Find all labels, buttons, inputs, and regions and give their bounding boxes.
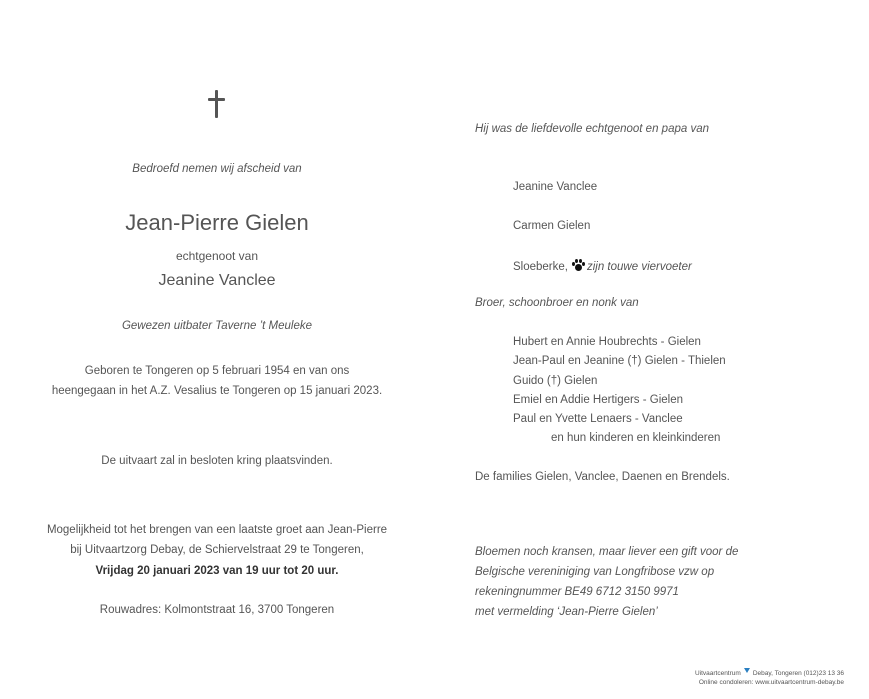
pet-line: [513, 259, 692, 273]
sibling: Emiel en Addie Hertigers - Gielen: [513, 394, 684, 406]
pet-description: zijn touwe viervoeter: [586, 261, 692, 273]
funeral-notice: De uitvaart zal in besloten kring plaatsvinden.: [101, 455, 333, 467]
sibling: Hubert en Annie Houbrechts - Gielen: [513, 336, 701, 348]
sibling: Paul en Yvette Lenaers - Vanclee: [513, 413, 683, 425]
born-line-2: heengegaan in het A.Z. Vesalius te Tongeren op 15 januari 2023.: [51, 385, 383, 397]
deceased-name: Jean-Pierre Gielen: [125, 210, 309, 235]
visit-line-1: Mogelijkheid tot het brengen van een laatste groet aan Jean-Pierre: [46, 524, 388, 536]
family-member: Jeanine Vanclee: [513, 181, 598, 193]
triangle-logo-icon: [744, 668, 750, 673]
spouse-label: echtgenoot van: [175, 249, 259, 263]
footer: [695, 668, 844, 687]
born-line-1: Geboren te Tongeren op 5 februari 1954 en van ons: [84, 365, 350, 377]
family-heading: Hij was de liefdevolle echtgenoot en papa van: [475, 123, 709, 135]
intro-text: Bedroefd nemen wij afscheid van: [132, 163, 302, 175]
mourning-address: Rouwadres: Kolmontstraat 16, 3700 Tongeren: [99, 604, 335, 616]
occupation: Gewezen uitbater Taverne ’t Meuleke: [121, 320, 313, 332]
sibling: Guido (†) Gielen: [513, 375, 598, 387]
footer-contact: Debay, Tongeren (012)23 13 36: [752, 670, 844, 677]
donation-line: Bloemen noch kransen, maar liever een gift voor de: [475, 546, 739, 558]
visit-line-2: bij Uitvaartzorg Debay, de Schiervelstraat 29 te Tongeren,: [70, 544, 364, 556]
cross-icon: [208, 90, 226, 118]
donation-line: Belgische vereniniging van Longfribose vzw op: [475, 566, 715, 578]
families-line: De families Gielen, Vanclee, Daenen en Brendels.: [475, 471, 730, 483]
visit-date: Vrijdag 20 januari 2023 van 19 uur tot 20 uur.: [95, 565, 339, 577]
family-member: Carmen Gielen: [513, 220, 591, 232]
footer-website: Online condoleren: www.uitvaartcentrum-debay.be: [698, 679, 844, 686]
sibling: Jean-Paul en Jeanine (†) Gielen - Thielen: [513, 355, 726, 367]
siblings-heading: Broer, schoonbroer en nonk van: [475, 297, 639, 309]
spouse-name: Jeanine Vanclee: [158, 272, 276, 289]
grandchildren: en hun kinderen en kleinkinderen: [551, 432, 721, 444]
footer-brand: Uitvaartcentrum: [694, 670, 741, 677]
pet-name: Sloeberke,: [513, 261, 568, 273]
donation-line: met vermelding ‘Jean-Pierre Gielen’: [475, 606, 658, 618]
paw-icon: [572, 259, 585, 271]
donation-line: rekeningnummer BE49 6712 3150 9971: [475, 586, 679, 598]
